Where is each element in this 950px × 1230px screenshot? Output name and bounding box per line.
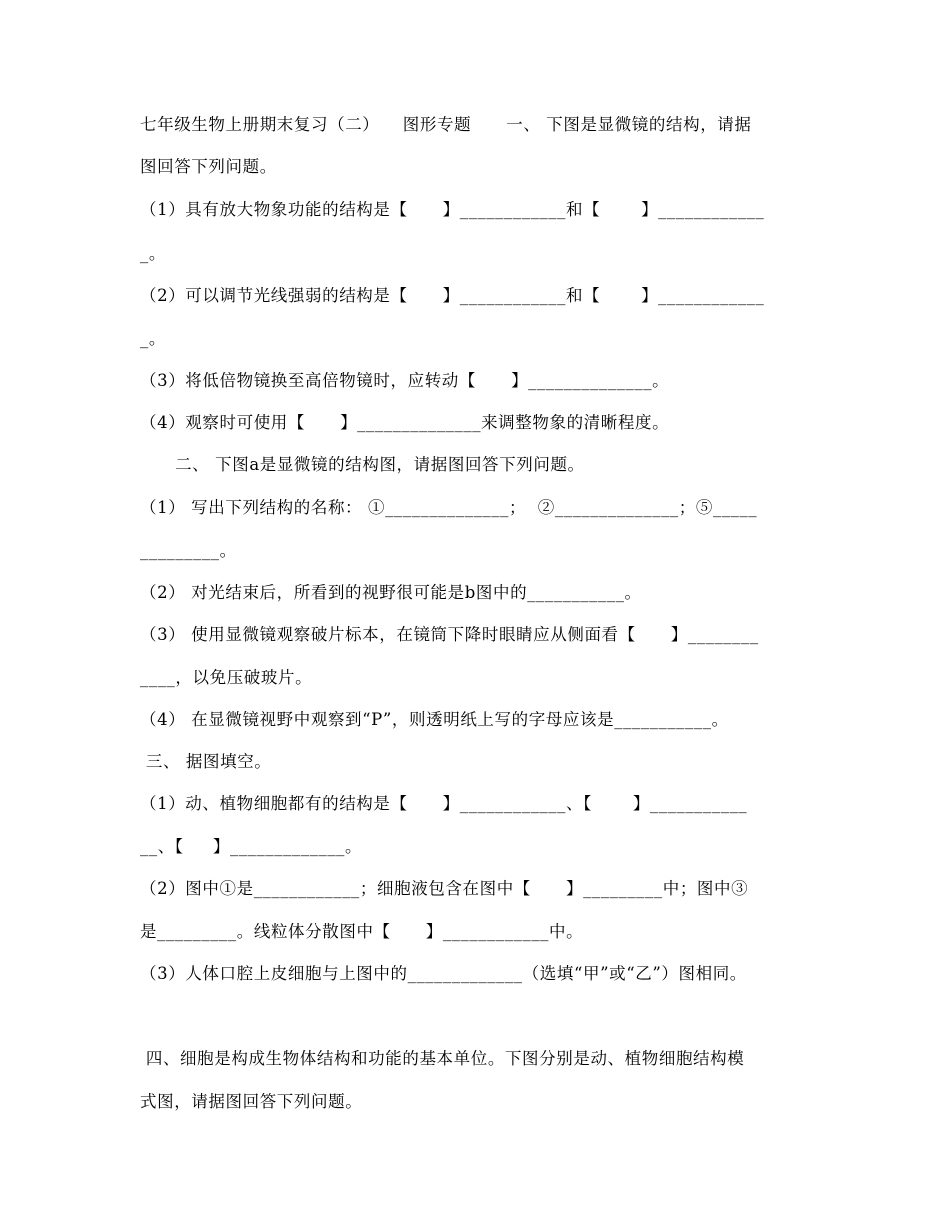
question-line: （3）人体口腔上皮细胞与上图中的_____________（选填“甲”或“乙”）图相同。 xyxy=(140,964,747,983)
question-line: （2）可以调节光线强弱的结构是【 】____________和【 】____________ xyxy=(140,286,765,305)
text-line: 式图，请据图回答下列问题。 xyxy=(140,1092,363,1111)
section-heading: 四、细胞是构成生物体结构和功能的基本单位。下图分别是动、植物细胞结构模 xyxy=(140,1049,745,1068)
question-line: （2）图中①是____________；细胞液包含在图中【 】_________中；图中③ xyxy=(140,879,749,898)
section-heading: 二、 下图a是显微镜的结构图，请据图回答下列问题。 xyxy=(140,455,585,474)
question-line: （1） 写出下列结构的名称： ①______________； ②______________；⑤_____ xyxy=(140,498,758,517)
text-line: _________。 xyxy=(140,541,237,560)
section-heading: 三、 据图填空。 xyxy=(140,752,272,771)
title-line: 七年级生物上册期末复习（二） 图形专题 一、 下图是显微镜的结构，请据 xyxy=(140,115,752,134)
question-line: （2） 对光结束后，所看到的视野很可能是b图中的___________。 xyxy=(140,583,642,602)
text-line: 是_________。线粒体分散图中【 】____________中。 xyxy=(140,922,584,941)
question-line: （4）观察时可使用【 】______________来调整物象的清晰程度。 xyxy=(140,413,670,432)
text-line: ____，以免压破玻片。 xyxy=(140,668,313,687)
question-line: （3）将低倍物镜换至高倍物镜时，应转动【 】______________。 xyxy=(140,371,670,390)
question-line: （3） 使用显微镜观察破片标本，在镜筒下降时眼睛应从侧面看【 】________ xyxy=(140,625,759,644)
question-line: （4） 在显微镜视野中观察到“P”，则透明纸上写的字母应该是___________。 xyxy=(140,710,729,729)
text-line: _。 xyxy=(140,329,166,348)
text-line: _。 xyxy=(140,244,166,263)
question-line: （1）动、植物细胞都有的结构是【 】____________、【 】___________ xyxy=(140,794,748,813)
text-line: 图回答下列问题。 xyxy=(140,157,277,176)
question-line: （1）具有放大物象功能的结构是【 】____________和【 】____________ xyxy=(140,200,765,219)
text-line: __、【 】_____________。 xyxy=(140,837,363,856)
